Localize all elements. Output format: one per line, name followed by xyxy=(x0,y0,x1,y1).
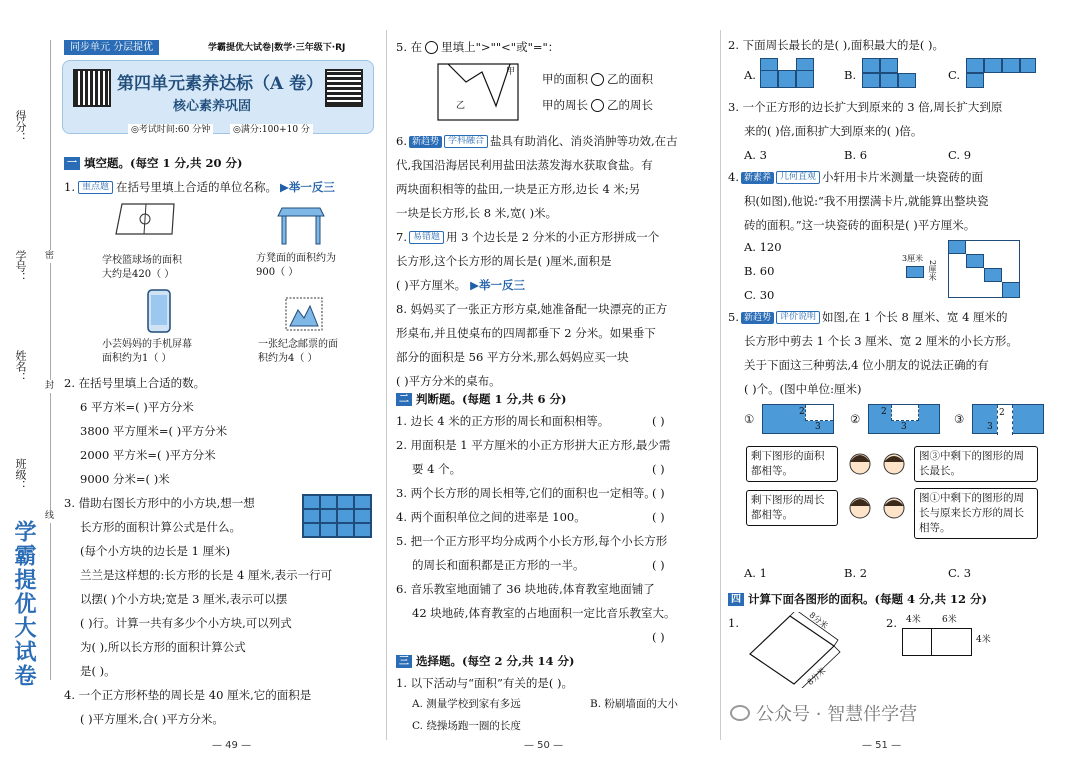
q3-line-8: 是( )。 xyxy=(80,664,116,678)
q1-d-line2: 积约为4（ ） xyxy=(258,353,318,364)
judge-5a: 5. 把一个正方形平均分成两个小长方形,每个小长方形 xyxy=(396,534,668,548)
q1-text: 在括号里填上合适的单位名称。 xyxy=(116,180,277,194)
wechat-icon xyxy=(730,705,750,721)
q5-line xyxy=(396,40,559,55)
seal-char-feng: 封 xyxy=(45,381,55,391)
tile-measurement-figure xyxy=(902,240,1022,300)
section-1-number: 一 xyxy=(64,157,80,170)
q5-prefix: 5. 在 xyxy=(396,40,423,54)
q1-c-line2: 面积约为1（ ） xyxy=(102,353,172,364)
judge-6-answer[interactable]: ( ) xyxy=(652,630,665,644)
q7-line-2: 长方形,这个长方形的周长是( )厘米,面积是 xyxy=(396,254,612,268)
card-width-label: 3厘米 xyxy=(902,254,924,263)
choice-2-option-a-label[interactable]: A. xyxy=(744,68,756,82)
choice-2-shape-c xyxy=(966,58,1036,88)
q6-line-2: 代,我国沿海居民利用盐田法蒸发海水获取食盐。有 xyxy=(396,158,653,172)
page-number-50: — 50 — xyxy=(524,740,564,751)
cut-figure-3-number: ③ xyxy=(954,412,965,426)
q4-line-1: 4. 一个正方形杯垫的周长是 40 厘米,它的面积是 xyxy=(64,688,312,702)
qr-code-right xyxy=(325,69,363,107)
q3-line-4: 兰兰是这样想的:长方形的长是 4 厘米,表示一行可 xyxy=(80,568,333,582)
judge-1-answer[interactable]: ( ) xyxy=(652,414,665,428)
yi-label: 乙 xyxy=(456,101,466,111)
column-page-49 xyxy=(62,0,382,762)
judge-2-answer[interactable]: ( ) xyxy=(652,462,665,476)
score-label: 得分： xyxy=(14,110,27,143)
q2-item-1: 6 平方米=( )平方分米 xyxy=(80,400,194,414)
choice-3-line-2: 来的( )倍,面积扩大到原来的( )倍。 xyxy=(744,124,923,138)
judge-5-answer[interactable]: ( ) xyxy=(652,558,665,572)
q6-text-1: 盐具有助消化、消炎消肿等功效,在古 xyxy=(490,134,678,148)
card-height-label: 2厘米 xyxy=(928,260,937,282)
choice-4-option-b[interactable]: B. 60 xyxy=(744,264,775,278)
q3-line-2: 长方形的面积计算公式是什么。 xyxy=(80,520,241,534)
judge-3-answer[interactable]: ( ) xyxy=(652,486,665,500)
choice-5-option-c[interactable]: C. 3 xyxy=(948,566,972,580)
q2-item-2: 3800 平方厘米=( )平方分米 xyxy=(80,424,228,438)
q2-item-4: 9000 分米=( )米 xyxy=(80,472,170,486)
q5-text: 里填上">""<"或"="： xyxy=(441,40,560,54)
q3-line-5: 以摆( )个小方块;宽是 3 厘米,表示可以摆 xyxy=(80,592,288,606)
choice-4-line-2: 积(如图),他说:“我不用摆满卡片,就能算出整块瓷 xyxy=(744,194,989,208)
judge-5b: 的周长和面积都是正方形的一半。 xyxy=(412,558,585,572)
section-2-number: 二 xyxy=(396,393,412,406)
choice-3-option-c[interactable]: C. 9 xyxy=(948,148,972,162)
section-1-header xyxy=(64,156,242,171)
choice-4-text-1: 小轩用卡片米测量一块瓷砖的面 xyxy=(822,170,984,184)
q5-perimeter-right: 乙的周长 xyxy=(607,98,653,112)
choice-2-shape-b xyxy=(862,58,916,88)
choice-1-option-a[interactable]: A. 测量学校到家有多远 xyxy=(412,698,521,710)
choice-4-option-c[interactable]: C. 30 xyxy=(744,288,775,302)
choice-1-option-c[interactable]: C. 绕操场跑一圈的长度 xyxy=(412,720,521,732)
full-score: ◎满分:100+10 分 xyxy=(230,124,313,137)
binding-line xyxy=(50,40,51,680)
exam-time: ◎考试时间:60 分钟 xyxy=(128,124,213,137)
choice-4-tag-literacy: 新素养 xyxy=(741,172,774,184)
compare-circle-blank[interactable] xyxy=(425,41,438,54)
choice-4-option-a[interactable]: A. 120 xyxy=(744,240,782,254)
calc-1-label-bottom: 8分米 xyxy=(805,666,828,687)
q1-b-line1: 方凳面的面积约为 xyxy=(256,253,336,264)
q7-text-3: ( )平方厘米。 xyxy=(396,278,467,292)
section-2-header xyxy=(396,392,566,407)
q1-a-line1: 学校篮球场的面积 xyxy=(102,255,182,266)
stool-icon xyxy=(276,204,326,248)
title-banner xyxy=(62,60,374,134)
calc-2-width-1: 4米 xyxy=(906,615,921,625)
q7-tag: 易错题 xyxy=(409,231,444,244)
jia-label: 甲 xyxy=(506,67,516,77)
choice-5-line-4: ( )个。(图中单位:厘米) xyxy=(744,382,862,396)
binding-margin xyxy=(0,0,62,762)
q1-a-line2: 大约是420（ ） xyxy=(102,269,175,280)
kids-avatars-icon xyxy=(844,448,910,534)
unit-card xyxy=(906,266,924,278)
name-label: 姓名： xyxy=(14,350,27,383)
cut-figure-3: 2 3 xyxy=(972,404,1044,434)
section-3-header xyxy=(396,654,574,669)
calc-2-height: 4米 xyxy=(976,635,991,645)
choice-5-option-a[interactable]: A. 1 xyxy=(744,566,767,580)
rectangle-grid-figure xyxy=(302,494,372,538)
section-4-header xyxy=(728,592,987,607)
q8-line-2: 形桌布,并且使桌布的四周都垂下 2 分米。如果垂下 xyxy=(396,326,656,340)
section-3-title: 选择题。(每空 2 分,共 14 分) xyxy=(416,654,575,668)
seal-char-mi: 密 xyxy=(45,251,55,261)
q6-line-1: 6. 新趋势 学科融合 盐具有助消化、消炎消肿等功效,在古 xyxy=(396,134,678,148)
judge-4: 4. 两个面积单位之间的进率是 100。 xyxy=(396,510,586,524)
calc-1-label-top: 8分米 xyxy=(807,610,830,631)
choice-5-line-2: 长方形中剪去 1 个长 3 厘米、宽 2 厘米的小长方形。 xyxy=(744,334,1018,348)
section-4-number: 四 xyxy=(728,593,744,606)
speech-bubble-2: 图③中剩下的图形的周长最长。 xyxy=(914,446,1038,482)
q6-line-3: 两块面积相等的盐田,一块是正方形,边长 4 米;另 xyxy=(396,182,641,196)
choice-5-tag-eval: 评价说明 xyxy=(776,311,820,324)
unit-subtitle: 核心素养巩固 xyxy=(173,99,252,114)
compare-circle-area[interactable] xyxy=(591,73,604,86)
q1-link[interactable]: ▶举一反三 xyxy=(280,180,335,194)
q5-compare-area xyxy=(542,72,653,87)
q8-line-3: 部分的面积是 56 平方分米,那么妈妈应买一块 xyxy=(396,350,629,364)
seal-char-xian: 线 xyxy=(45,511,55,521)
wechat-watermark xyxy=(730,700,917,726)
judge-2a: 2. 用面积是 1 平方厘米的小正方形拼大正方形,最少需 xyxy=(396,438,671,452)
q2-item-3: 2000 平方米=( )平方分米 xyxy=(80,448,216,462)
q3-line-1: 3. 借助右图长方形中的小方块,想一想 xyxy=(64,496,255,510)
compare-circle-perimeter[interactable] xyxy=(591,99,604,112)
book-title: 学霸提优大试卷|数学·三年级下·RJ xyxy=(208,43,346,53)
page-number-51: — 51 — xyxy=(862,740,902,751)
q7-line-1: 7. 易错题 用 3 个边长是 2 分米的小正方形拼成一个 xyxy=(396,230,660,244)
q7-line-3 xyxy=(396,278,525,293)
q6-tag-fusion: 学科融合 xyxy=(444,135,488,148)
judge-6a: 6. 音乐教室地面铺了 36 块地砖,体育教室地面铺了 xyxy=(396,582,655,596)
judge-3: 3. 两个长方形的周长相等,它们的面积也一定相等。 xyxy=(396,486,656,500)
choice-5-text-1: 如图,在 1 个长 8 厘米、宽 4 厘米的 xyxy=(822,310,1008,324)
calc-2-rectangle-figure xyxy=(902,628,972,656)
q1-c-line1: 小芸妈妈的手机屏幕 xyxy=(102,339,192,350)
speech-bubble-1: 剩下图形的面积都相等。 xyxy=(746,446,838,482)
q6-line-4: 一块是长方形,长 8 米,宽( )米。 xyxy=(396,206,558,220)
choice-3-option-b[interactable]: B. 6 xyxy=(844,148,868,162)
choice-1: 1. 以下活动与“面积”有关的是( )。 xyxy=(396,676,574,690)
basketball-court-icon xyxy=(114,200,180,240)
q3-line-6: ( )行。计算一共有多少个小方块,可以列式 xyxy=(80,616,292,630)
q5-area-right: 乙的面积 xyxy=(607,72,653,86)
speech-bubble-4: 图①中剩下的图形的周长与原来长方形的周长相等。 xyxy=(914,488,1038,539)
judge-4-answer[interactable]: ( ) xyxy=(652,510,665,524)
q5-area-left: 甲的面积 xyxy=(542,72,588,86)
choice-2-shape-a xyxy=(760,58,814,88)
cut-figure-1-number: ① xyxy=(744,412,755,426)
choice-2-option-c-label[interactable]: C. xyxy=(948,68,961,82)
qr-code-left xyxy=(73,69,111,107)
section-2-title: 判断题。(每题 1 分,共 6 分) xyxy=(416,392,567,406)
choice-2: 2. 下面周长最长的是( ),面积最大的是( )。 xyxy=(728,38,945,52)
watermark-text: 公众号 · 智慧伴学营 xyxy=(756,704,918,725)
class-label: 班级： xyxy=(14,458,27,491)
choice-5-line-1: 5. 新趋势 评价说明 如图,在 1 个长 8 厘米、宽 4 厘米的 xyxy=(728,310,1008,324)
q1-d-line1: 一张纪念邮票的面 xyxy=(258,339,338,350)
q1-b-line2: 900（ ） xyxy=(256,267,299,278)
choice-3-line-1: 3. 一个正方形的边长扩大到原来的 3 倍,周长扩大到原 xyxy=(728,100,1003,114)
choice-5-tag-trend: 新趋势 xyxy=(741,312,774,324)
column-page-50 xyxy=(394,0,714,762)
column-page-51 xyxy=(726,0,1072,762)
q3-line-7: 为( ),所以长方形的面积计算公式 xyxy=(80,640,246,654)
q1-line xyxy=(64,180,335,195)
q4-line-2: ( )平方厘米,合( )平方分米。 xyxy=(80,712,224,726)
choice-4-line-3: 砖的面积。”这一块瓷砖的面积是( )平方厘米。 xyxy=(744,218,976,232)
unit-title: 第四单元素养达标（A 卷） xyxy=(117,74,324,94)
section-1-title: 填空题。(每空 1 分,共 20 分) xyxy=(84,156,243,170)
brand-vertical: 学霸提优大试卷 xyxy=(11,520,36,688)
q1-tag: 重点题 xyxy=(78,181,113,194)
q6-tag-trend: 新趋势 xyxy=(409,136,442,148)
choice-4-line-1: 4. 新素养 几何直观 小轩用卡片米测量一块瓷砖的面 xyxy=(728,170,984,184)
q5-compare-perimeter xyxy=(542,98,653,113)
q1-number: 1. xyxy=(64,180,75,194)
choice-5-line-3: 关于下面这三种剪法,4 位小朋友的说法正确的有 xyxy=(744,358,989,372)
student-id-label: 学号： xyxy=(14,250,27,283)
choice-5-option-b[interactable]: B. 2 xyxy=(844,566,868,580)
choice-4-tag-geometry: 几何直观 xyxy=(776,171,820,184)
calc-1-number: 1. xyxy=(728,616,739,630)
column-divider-1 xyxy=(386,30,387,740)
column-divider-2 xyxy=(720,30,721,740)
section-3-number: 三 xyxy=(396,655,412,668)
q7-link[interactable]: ▶举一反三 xyxy=(470,278,525,292)
choice-3-option-a[interactable]: A. 3 xyxy=(744,148,767,162)
section-4-title: 计算下面各图形的面积。(每题 4 分,共 12 分) xyxy=(748,592,987,606)
calc-2-number: 2. xyxy=(886,616,897,630)
q8-line-1: 8. 妈妈买了一张正方形方桌,她准备配一块漂亮的正方 xyxy=(396,302,668,316)
q3-line-3: (每个小方块的边长是 1 厘米) xyxy=(80,544,231,558)
q7-text-1: 用 3 个边长是 2 分米的小正方形拼成一个 xyxy=(446,230,660,244)
q8-line-4: ( )平方分米的桌布。 xyxy=(396,374,501,388)
stamp-icon xyxy=(284,296,324,332)
choice-1-option-b[interactable]: B. 粉刷墙面的大小 xyxy=(590,698,678,710)
cut-figure-1: 2 3 xyxy=(762,404,834,434)
q2-text: 2. 在括号里填上合适的数。 xyxy=(64,376,206,390)
q5-perimeter-left: 甲的周长 xyxy=(542,98,588,112)
series-badge: 同步单元 分层提优 xyxy=(64,40,159,55)
speech-bubble-3: 剩下图形的周长都相等。 xyxy=(746,490,838,526)
judge-1: 1. 边长 4 米的正方形的周长和面积相等。 xyxy=(396,414,610,428)
judge-2b: 要 4 个。 xyxy=(412,462,462,476)
page-number-49: — 49 — xyxy=(212,740,252,751)
cut-figure-2-number: ② xyxy=(850,412,861,426)
calc-2-width-2: 6米 xyxy=(942,615,957,625)
phone-icon xyxy=(146,288,172,334)
choice-2-option-b-label[interactable]: B. xyxy=(844,68,857,82)
cut-figure-2: 2 3 xyxy=(868,404,940,434)
judge-6b: 42 块地砖,体育教室的占地面积一定比音乐教室大。 xyxy=(412,606,676,620)
